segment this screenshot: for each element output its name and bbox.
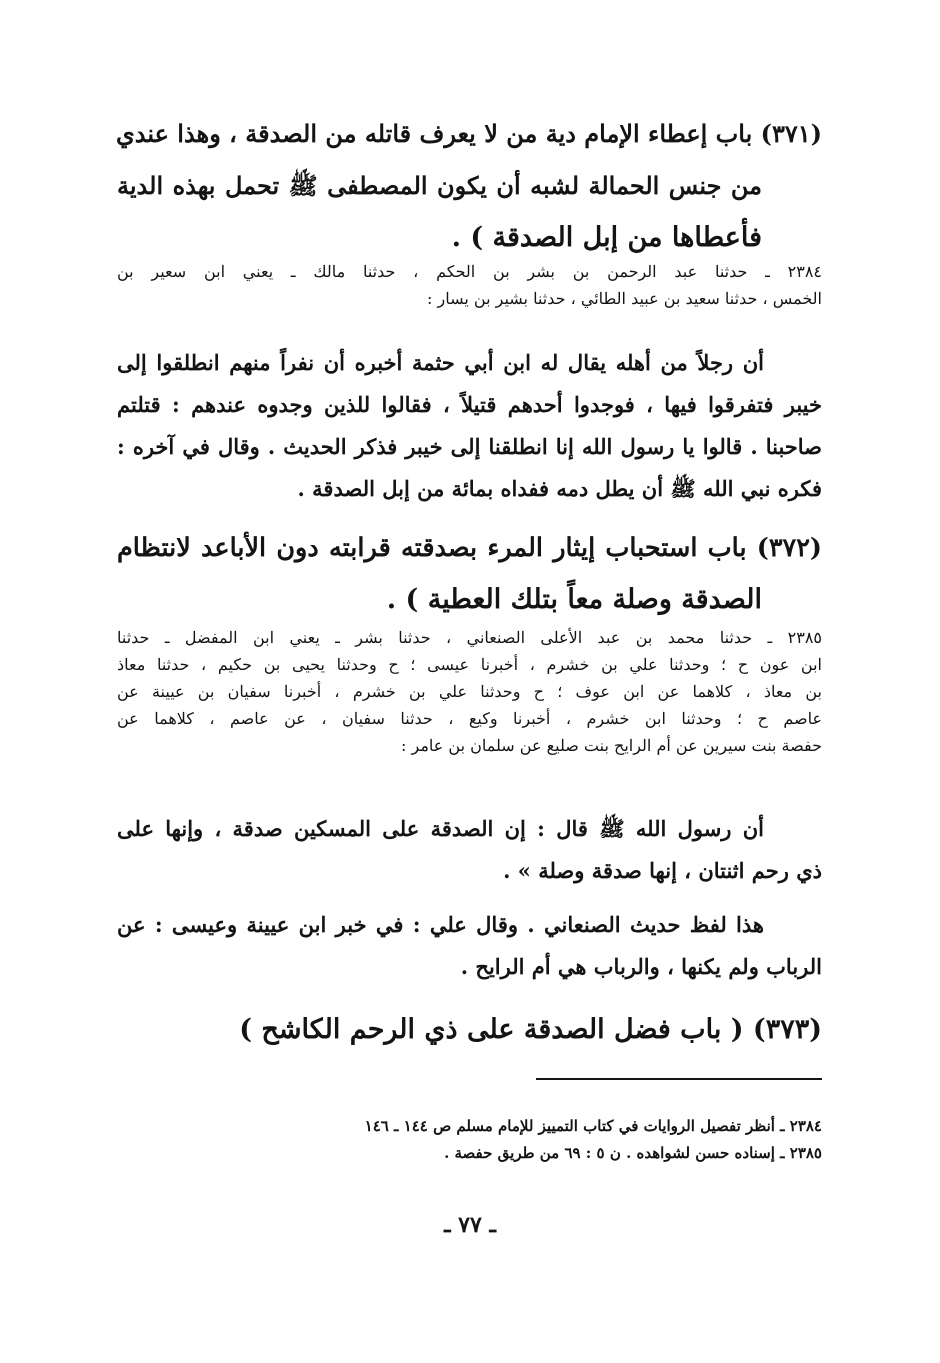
chapter-heading-371: [117, 108, 822, 264]
isnad-line: بن معاذ ، كلاهما عن ابن عوف ؛ ح وحدثنا علي بن خشرم ، أخبرنا سفيان بن عيينة عن: [117, 682, 823, 701]
heading-line: من جنس الحمالة لشبه أن يكون المصطفى ﷺ تحمل بهذه الدية: [117, 171, 762, 200]
footnotes: [117, 1113, 822, 1167]
hadith-2385-comment: [117, 904, 822, 988]
footnote-2385: ٢٣٨٥ ـ إسناده حسن لشواهده . ن ٥ : ٦٩ من طريق حفصة .: [444, 1144, 822, 1162]
isnad-line: الخمس ، حدثنا سعيد بن عبيد الطائي ، حدثنا بشير بن يسار :: [427, 289, 822, 308]
chapter-heading-373: [117, 1004, 822, 1056]
matn-line: فكره نبي الله ﷺ أن يطل دمه ففداه بمائة من إبل الصدقة .: [297, 476, 822, 501]
heading-line: الصدقة وصلة معاً بتلك العطية ) .: [386, 584, 762, 615]
isnad-line: ٢٣٨٥ ـ حدثنا محمد بن عبد الأعلى الصنعاني ، حدثنا بشر ـ يعني ابن المفضل ـ حدثنا: [117, 628, 822, 647]
hadith-2385-isnad: [117, 624, 822, 759]
isnad-line: حفصة بنت سيرين عن أم الرايح بنت صليع عن سلمان بن عامر :: [401, 736, 822, 755]
matn-line: أن رسول الله ﷺ قال : إن الصدقة على المسكين صدقة ، وإنها على: [117, 816, 764, 841]
isnad-line: عاصم ح ؛ وحدثنا ابن خشرم ، أخبرنا وكيع ، حدثنا سفيان ، عن عاصم ، كلاهما عن: [117, 709, 822, 728]
chapter-heading-372: [117, 522, 822, 626]
matn-line: أن رجلاً من أهله يقال له ابن أبي حثمة أخبره أن نفراً منهم انطلقوا إلى: [117, 350, 764, 375]
heading-line: فأعطاها من إبل الصدقة ) .: [451, 222, 762, 253]
matn-line: خيبر فتفرقوا فيها ، فوجدوا أحدهم قتيلاً ، فقالوا للذين وجدوه عندهم : قتلتم: [117, 392, 822, 417]
heading-line: (٣٧٣) ( باب فضل الصدقة على ذي الرحم الكاشح ): [239, 1014, 822, 1045]
page-number: ـ ٧٧ ـ: [444, 1212, 496, 1238]
comment-line: هذا لفظ حديث الصنعاني . وقال علي : في خبر ابن عيينة وعيسى : عن: [117, 912, 764, 937]
hadith-2384-matn: [117, 342, 822, 510]
footnote-divider: [536, 1078, 822, 1080]
isnad-line: ابن عون ح ؛ وحدثنا علي بن خشرم ، أخبرنا عيسى ؛ ح وحدثنا يحيى بن حكيم ، حدثنا معاذ: [117, 655, 822, 674]
comment-line: الرباب ولم يكنها ، والرباب هي أم الرايح .: [460, 954, 822, 979]
isnad-line: ٢٣٨٤ ـ حدثنا عبد الرحمن بن بشر بن الحكم ، حدثنا مالك ـ يعني ابن سعير بن: [117, 262, 822, 281]
heading-line: (٣٧٢) باب استحباب إيثار المرء بصدقته قرابته دون الأباعد لانتظام: [117, 533, 822, 563]
footnote-2384: ٢٣٨٤ ـ أنظر تفصيل الروايات في كتاب التمييز للإمام مسلم ص ١٤٤ ـ ١٤٦: [364, 1117, 822, 1135]
matn-line: ذي رحم اثنتان ، إنها صدقة وصلة » .: [503, 858, 822, 883]
hadith-2385-matn: [117, 808, 822, 892]
heading-line: (٣٧١) باب إعطاء الإمام دية من لا يعرف قاتله من الصدقة ، وهذا عندي: [115, 119, 822, 148]
hadith-2384-isnad: [117, 258, 822, 312]
matn-line: صاحبنا . قالوا يا رسول الله إنا انطلقنا إلى خيبر فذكر الحديث . وقال في آخره :: [117, 434, 822, 459]
